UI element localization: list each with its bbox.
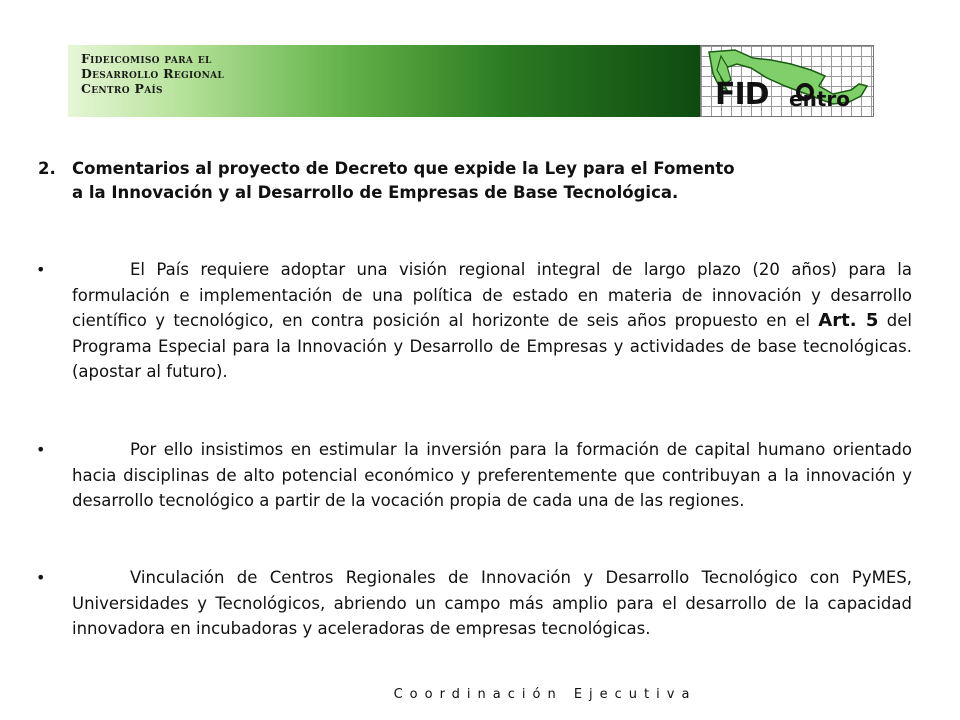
bullet-dot: • <box>36 440 46 459</box>
heading-line-2: a la Innovación y al Desarrollo de Empresas de Base Tecnológica. <box>72 183 679 202</box>
bullet-dot: • <box>36 568 46 587</box>
bullet-dot: • <box>36 260 46 279</box>
bullet-text-part: El País requiere adoptar una visión regional integral de largo plazo (20 años) para la formulación e implementación de una política de estado en materia de innovación y desarrollo científico y tecnológico, en contra posición al horizonte de seis años propuesto en el <box>72 260 912 331</box>
header-banner <box>68 45 700 117</box>
article-reference: Art. 5 <box>818 310 879 332</box>
bullet-text <box>72 437 912 514</box>
bullet-text-part: Por ello insistimos en estimular la inversión para la formación de capital humano orientado hacia disciplinas de alto potencial económico y preferentemente que contribuyan a la innovación y desarrollo tecnológico a partir de la vocación propia de cada una de las regiones. <box>72 440 912 511</box>
org-name-line-3: Centro País <box>81 81 163 96</box>
bullet-text <box>72 257 912 385</box>
bullet-text <box>72 565 912 642</box>
bullet-item-3 <box>36 565 912 642</box>
fidcentro-logo <box>700 45 874 117</box>
bullet-text-part: Vinculación de Centros Regionales de Innovación y Desarrollo Tecnológico con PyMES, Universidades y Tecnológicos, abriendo un campo más amplio para el desarrollo de la capacidad innovadora en incubadoras y aceleradoras de empresas tecnológicas. <box>72 568 912 639</box>
footer-text: Coordinación Ejecutiva <box>393 687 697 702</box>
org-name-line-2: Desarrollo Regional <box>81 66 225 81</box>
section-heading <box>38 157 918 205</box>
section-number: 2. <box>38 159 56 178</box>
organization-name <box>81 51 224 96</box>
org-name-line-1: Fideicomiso para el <box>81 51 212 66</box>
bullet-item-1 <box>36 257 912 385</box>
logo-fid-text: FID <box>715 77 769 112</box>
bullet-item-2 <box>36 437 912 514</box>
heading-line-1: Comentarios al proyecto de Decreto que expide la Ley para el Fomento <box>72 159 735 178</box>
logo-centro-text: entro <box>789 87 850 111</box>
bullet-text-part: del Programa Especial para la Innovación y Desarrollo de Empresas y actividades de base tecnológicas. (apostar al futuro). <box>72 311 912 382</box>
